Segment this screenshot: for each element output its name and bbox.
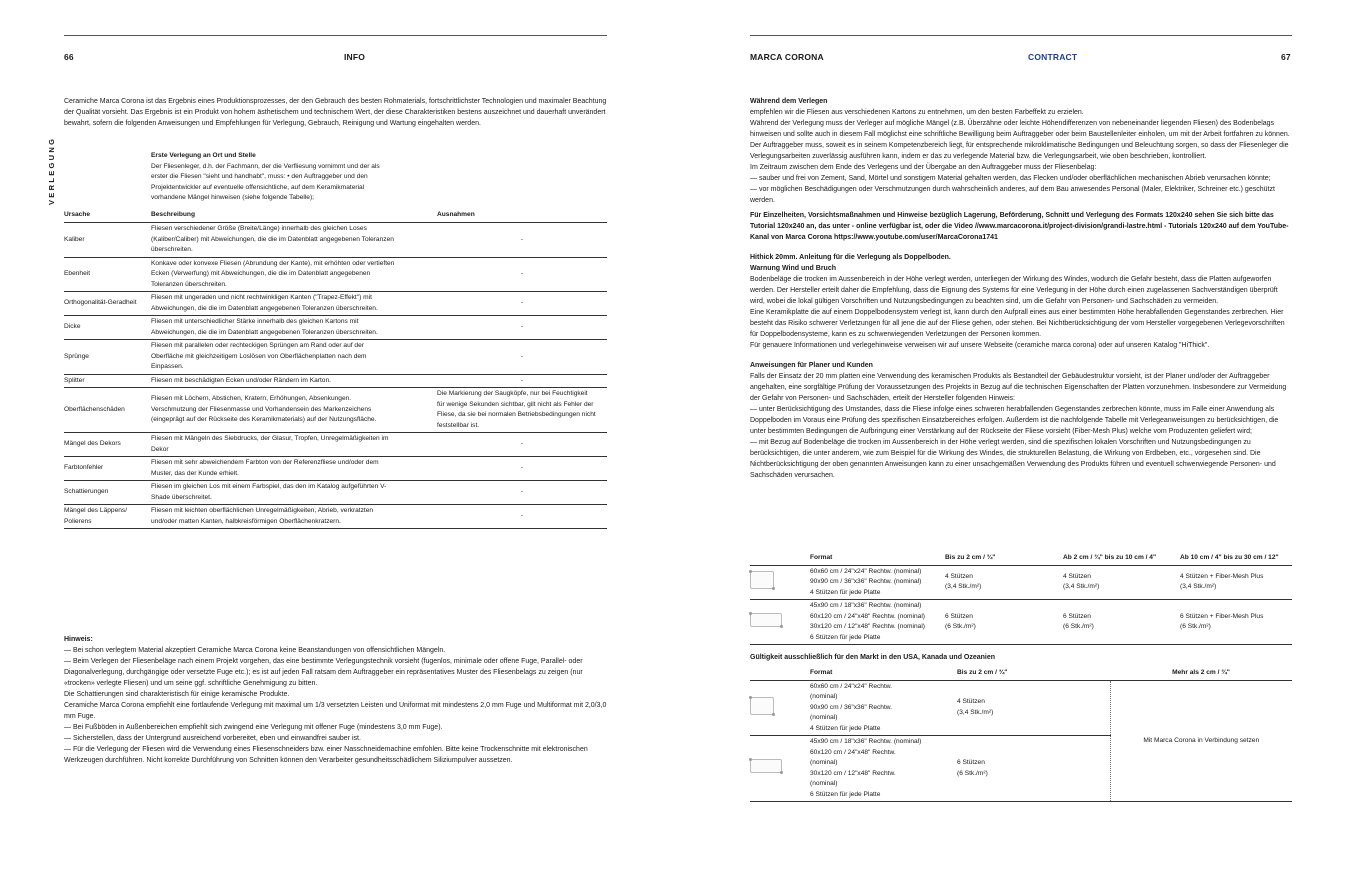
planer-line: — unter Berücksichtigung des Umstandes, dass die Fliese infolge eines schweren herabfallenden Gegenstandes zerbrechen könnte, muss im Falle einer Anwendung als Doppelboden im Voraus eine Prüfung des spezifischen Einsatzbereiches erfolgen. Außerdem ist die nachfolgende Tabelle mit Verlegeanweisungen zu berücksichtigen, die unter bestimmten Bedingungen die Aufbringung einer Verstärkung auf der Rückseite der Fliese vorsieht (Fiber-Mesh Plus) welche vom Produzenten geliefert wird; <box>750 406 1279 435</box>
exception-text: - <box>520 464 524 472</box>
wind-line: Für genauere Informationen und verlegehinweise verweisen wir auf unsere Webseite (ceramiche marca corona) oder auf unseren Katalog "HiThick". <box>750 342 1210 349</box>
first-laying-text: Der Fliesenleger, d.h. der Fachmann, der die Verfliesung vornimmt und der als erster die Fliesen "sieht und handhabt", muss: • den Auftraggeber und den Projektentwickler auf eventuelle offensichtliche, auf dem Keramikmaterial vorhandene Mängel hinweisen (siehe folgende Tabelle); <box>151 162 380 201</box>
table-header <box>64 208 607 223</box>
format-cell <box>810 680 957 736</box>
exception-cell <box>437 223 607 258</box>
supports-density: (6 Stk./m²) <box>957 769 988 777</box>
format-cell <box>810 600 945 645</box>
supports-count: 4 Stützen + Fiber-Mesh Plus <box>1180 572 1264 580</box>
planer-title: Anweisungen für Planer und Kunden <box>750 362 873 369</box>
supports-density: (3,4 Stk./m²) <box>945 583 982 591</box>
format-line: 60x60 cm / 24"x24" Rechtw. (nominal) <box>810 567 922 575</box>
table-row <box>64 505 607 529</box>
format-line: 4 Stützen für jede Platte <box>810 588 881 596</box>
description-text: Fliesen mit unterschiedlicher Stärke innerhalb des gleichen Kartons mit Abweichungen, die die im Datenblatt angegebenen Toleranzen überschreiten. <box>151 318 378 336</box>
exception-text: - <box>520 376 524 384</box>
exception-text: - <box>520 440 524 448</box>
header-2-to-10cm: Ab 2 cm / ¾" bis zu 10 cm / 4" <box>1063 552 1180 565</box>
during-line: empfehlen wir die Fliesen aus verschiedenen Kartons zu entnehmen, um den besten Farbeffekt zu erzielen. <box>750 109 1084 116</box>
during-line: Im Zeitraum zwischen dem Ende des Verlegens und der Übergabe an den Auftraggeber muss der Fliesenbelag: <box>750 164 1097 171</box>
supports-count: 6 Stützen <box>957 759 985 766</box>
format-line: 90x90 cm / 36"x36" Rechtw. (nominal) <box>810 578 922 585</box>
first-laying-title: Erste Verlegung an Ort und Stelle <box>151 152 256 159</box>
icon-cell <box>750 565 810 600</box>
note-line: — Bei Fußböden in Außenbereichen empfiehlt sich zwingend eine Verlegung mit offener Fuge (mindestens 3,0 mm Fuge). <box>64 724 443 731</box>
cause-cell: Ebenheit <box>64 257 151 292</box>
table-header <box>750 667 1292 680</box>
supports-density: (6 Stk./m²) <box>945 623 976 630</box>
format-line: 60x120 cm / 24"x48" Rechtw. (nominal) <box>810 612 925 620</box>
description-cell <box>151 457 437 481</box>
supports-count: 6 Stützen + Fiber-Mesh Plus <box>1180 612 1264 620</box>
exception-cell <box>437 316 607 340</box>
format-line: (nominal) <box>810 759 838 766</box>
table-row <box>64 316 607 340</box>
intro-text: Ceramiche Marca Corona ist das Ergebnis eines Produktionsprozesses, der den Gebrauch des besten Rohmaterials, fortschrittlichster Technologien und maximaler Beachtung der Qualität vorsieht. Das Ergebnis ist ein Produkt von hohem ästhetischem und technischem Wert, der diese Charakteristiken bestens auszeichnet und dauerhaft unverändert bewahrt, sofern die folgenden Anweisungen und Empfehlungen für Verlegung, Gebrauch, Reinigung und Wartung eingehalten werden. <box>64 98 607 127</box>
description-text: Fliesen mit Mängeln des Siebdrucks, der Glasur, Tropfen, Unregelmäßigkeiten im Dekor <box>151 435 389 453</box>
format-line: 90x90 cm / 36"x36" Rechtw. <box>810 703 893 711</box>
table-row <box>64 457 607 481</box>
vertical-section-label: VERLEGUNG <box>47 136 56 205</box>
format-cell <box>810 736 957 802</box>
description-cell <box>151 316 437 340</box>
supports-count: 4 Stützen <box>945 572 973 580</box>
exception-cell <box>437 257 607 292</box>
during-title: Während dem Verlegen <box>750 98 828 105</box>
details-note: Für Einzelheiten, Vorsichtsmaßnahmen und Hinweise bezüglich Lagerung, Beförderung, Schnitt und Verlegung des Formats 120x240 sehen Sie sich bitte das Tutorial 120x240 an, das unter - online verfügbar ist, oder die Video //www.marcacorona.it/project-division/grandi-lastre.html - Tutorials 120x240 auf dem YouTube-Kanal von Marca Corona https://www.youtube.com/user/MarcaCorona1741 <box>750 212 1289 241</box>
cause-cell: Oberflächenschäden <box>64 388 151 433</box>
format-line: (nominal) <box>810 693 838 700</box>
format-line: (nominal) <box>810 714 838 721</box>
icon-cell <box>750 600 810 645</box>
exception-cell <box>437 457 607 481</box>
supports-count: 4 Stützen <box>957 698 985 706</box>
section-title: INFO <box>344 52 366 62</box>
description-cell <box>151 340 437 375</box>
note-line: Die Schattierungen sind charakteristisch für einige keramische Produkte. <box>64 691 290 698</box>
note-line: — Bei schon verlegtem Material akzeptiert Ceramiche Marca Corona keine Beanstandungen von offensichtlichen Mängeln. <box>64 647 446 654</box>
supports-cell <box>957 736 1110 802</box>
exception-cell <box>437 505 607 529</box>
header-10-to-30cm: Ab 10 cm / 4" bis zu 30 cm / 12" <box>1180 552 1292 565</box>
supports-density: (6 Stk./m²) <box>1180 623 1211 630</box>
planer-line: Falls der Einsatz der 20 mm platten eine Verwendung des keramischen Produkts als Bestandteil der Gebäudestruktur vorsieht, ist der Planer und/oder der Auftraggeber angehalten, eine sorgfältige Prüfung der Voraussetzungen des Projekts in Bezug auf die technischen Eigenschaften der Platten vorzunehmen. Insbesondere zur Vermeidung der Gefahr von Personen- und Sachschäden, erteilt der Hersteller folgenden Hinweis: <box>750 373 1287 402</box>
cause-cell: Farbtonfehler <box>64 457 151 481</box>
table-header <box>750 552 1292 565</box>
hithick-title: Hithick 20mm. Anleitung für die Verlegung als Doppelboden. <box>750 254 951 261</box>
note-line: — Beim Verlegen der Fliesenbeläge nach einem Projekt vorgehen, das eine bestimmte Verlegungstechnik vorsieht (fugenlos, minimale oder offene Fuge, Parallel- oder Diagonalverlegung, durchgängige oder versetzte Fuge etc.); es ist auf jeden Fall ratsam dem Auftraggeber ein repräsentatives Muster des Fliesenbelags zu zeigen (nur «trocken» verlegte Fliesen) und um seine ggf. schriftliche Genehmigung zu bitten. <box>64 658 583 687</box>
description-cell <box>151 292 437 316</box>
square-tile-icon <box>750 571 774 589</box>
description-cell <box>151 433 437 457</box>
format-line: 4 Stützen für jede Platte <box>810 724 881 732</box>
supports-cell <box>945 600 1063 645</box>
supports-count: 6 Stützen <box>1063 612 1091 620</box>
supports-cell <box>1063 565 1180 600</box>
planer-line: — mit Bezug auf Bodenbeläge die trocken im Aussenbereich in der Höhe verlegt werden, sind die spezifischen lokalen Vorschriften und Nutzungsbedingungen zu berücksichtigen, die unter anderem, wie zum Beispiel für die Wirkung des Windes, die strukturellen Belastung, die Wirkung von Erdbeben, etc., vorgesehen sind. Die Nichtberücksichtigung der oben genannten Anweisungen kann zu einer unsachgemäßen Verwendung des Produkts führen und eventuell schwerwiegende Personen- und Sachschäden verursachen. <box>750 439 1276 479</box>
supports-density: (3,4 Stk./m²) <box>957 708 994 716</box>
table-row <box>64 257 607 292</box>
exception-text: - <box>520 299 524 307</box>
table-row <box>64 388 607 433</box>
table-row <box>64 223 607 258</box>
during-line: Während der Verlegung muss der Verleger auf mögliche Mängel (z.B. Überzähne oder leichte Höhendifferenzen von nebeneinander liegenden Fliesen) des Bodenbelags hinweisen und sollte auch in diesem Fall möglichst eine schriftliche Bewilligung beim Auftraggeber oder beim Baustellenleiter einholen, um mit der Arbeit fortfahren zu können. <box>750 120 1290 138</box>
supports-count: 6 Stützen <box>945 612 973 620</box>
table-row <box>64 374 607 388</box>
format-cell <box>810 565 945 600</box>
table-row <box>750 565 1292 600</box>
header-cause: Ursache <box>64 208 151 223</box>
square-tile-icon <box>750 697 774 715</box>
cause-cell: Orthogonalität-Geradheit <box>64 292 151 316</box>
note-title: Hinweis: <box>64 636 93 643</box>
cause-cell: Splitter <box>64 374 151 388</box>
description-cell <box>151 223 437 258</box>
note-line: Ceramiche Marca Corona empfiehlt eine fortlaufende Verlegung mit maximal um 1/3 versetzten Leisten und Uniformat mit mindestens 2,0 mm Fuge und Multiformat mit 2,0/3,0 mm Fuge. <box>64 702 607 720</box>
during-line: — sauber und frei von Zement, Sand, Mörtel und sonstigem Material gehalten werden, das Flecken und/oder oberflächlichen mechanischen Abrieb verursachen könnte; <box>750 175 1271 182</box>
description-cell <box>151 505 437 529</box>
table-row <box>64 340 607 375</box>
note-block <box>64 634 607 766</box>
table-row <box>64 481 607 505</box>
supports-cell <box>1180 600 1292 645</box>
exception-text: Die Markierung der Saugköpfe, nur bei Feuchtigkeit für wenige Sekunden sichtbar, gilt nicht als Fehler der Fliese, da sie bei normalen Betriebsbedingungen nicht feststellbar ist. <box>437 390 596 429</box>
description-cell <box>151 257 437 292</box>
exception-text: - <box>520 270 524 277</box>
wind-line: Eine Keramikplatte die auf einem Doppelbodensystem verlegt ist, kann durch den Aufprall eines aus einer bestimmten Höhe herabfallenden Gegenstandes zerbrechen. Hier besteht das Risiko schwerer Verletzungen für all jene die auf der Fliese gehen, oder stehen. Bei Nichtberücksichtigung der vom Hersteller vorgegebenen Verlegevorschriften für Doppelbodensysteme, kann es zu schwerwiegenden Verletzungen der Personen kommen. <box>750 309 1285 338</box>
cause-cell: Sprünge <box>64 340 151 375</box>
description-text: Fliesen im gleichen Los mit einem Farbspiel, das den im Katalog aufgeführten V-Shade überschreitet. <box>151 483 387 501</box>
supports-table <box>750 552 1292 645</box>
description-cell <box>151 388 437 433</box>
format-line: 45x90 cm / 18"x36" Rechtw. (nominal) <box>810 602 922 609</box>
description-text: Fliesen mit parallelen oder rechteckigen Sprüngen am Rand oder auf der Oberfläche mit gleichzeitigem Loslösen von Oberflächenplatten nach dem Einpassen. <box>151 342 367 370</box>
table-row <box>64 292 607 316</box>
supports-count: 4 Stützen <box>1063 572 1091 580</box>
description-text: Fliesen mit sehr abweichendem Farbton von der Referenzfliese und/oder dem Muster, das der Kunde erhielt. <box>151 459 379 477</box>
header-up-to-2cm: Bis zu 2 cm / ¾" <box>957 667 1110 680</box>
exception-cell <box>437 292 607 316</box>
header-format: Format <box>810 552 945 565</box>
brand-name: MARCA CORONA <box>750 52 824 62</box>
supports-density: (3,4 Stk./m²) <box>1063 583 1100 591</box>
cause-cell: Mängel des Läppens/ Polierens <box>64 505 151 529</box>
note-line: — Für die Verlegung der Fliesen wird die Verwendung eines Fliesenschneiders bzw. einer Nasschneidemachine emfohlen. Bitte keine Trockenschnitte mit elektronischen Werkzeugen durchführen. Nicht korrekte Durchführung von Schnitten können den Verarbeiter gesundheitsschädlichem Siliziumpulver aussetzen. <box>64 746 588 764</box>
icon-cell <box>750 736 810 802</box>
description-text: Fliesen mit leichten oberflächlichen Unregelmäßigkeiten, Abrieb, verkratzten und/oder matten Kanten, halbkreisförmigen Oberflächenkratzern. <box>151 507 374 525</box>
supports-cell <box>945 565 1063 600</box>
section-title: CONTRACT <box>1028 52 1078 62</box>
exception-cell <box>437 433 607 457</box>
description-cell <box>151 374 437 388</box>
icon-cell <box>750 680 810 736</box>
supports-cell <box>957 680 1110 736</box>
wind-line: Bodenbeläge die trocken im Aussenbereich in der Höhe verlegt werden, unterliegen der Wirkung des Windes, wodurch die Gefahr besteht, dass die Platten aufgeworfen werden. Der Hersteller erteilt daher die Empfehlung, dass die Eignung des Systems für eine Verlegung in der Höhe durch einen zugelassenen Sachverständigen überprüft wird, wobei die lokal gültigen Vorschriften und Nutzungsbedingungen zu beachten sind, um die Gefahr von Personen- und Sachschäden zu vermeiden. <box>750 276 1278 305</box>
note-line: — Sicherstellen, dass der Untergrund ausreichend vorbereitet, eben und einwandfrei sauber ist. <box>64 735 361 742</box>
format-line: 60x60 cm / 24"x24" Rechtw. <box>810 682 893 690</box>
during-line: Der Auftraggeber muss, soweit es in seinem Kompetenzbereich liegt, für entsprechende mikroklimatische Bedingungen und Beleuchtung sorgen, so dass der Fliesenleger die Verlegungsarbeiten zuverlässig ausführen kann, indem er das zu verlegende Material bzw. die Verlegungsarbeit, wie oben beschrieben, kontrolliert. <box>750 142 1289 160</box>
laying-instructions <box>750 96 1292 481</box>
table-row <box>64 433 607 457</box>
header-exceptions: Ausnahmen <box>437 208 607 223</box>
format-line: 6 Stützen für jede Platte <box>810 633 881 641</box>
exception-text: - <box>520 323 524 331</box>
supports-cell <box>1063 600 1180 645</box>
format-line: 6 Stützen für jede Platte <box>810 790 881 798</box>
supports-density: (3,4 Stk./m²) <box>1180 583 1217 591</box>
page-number: 67 <box>1281 52 1291 62</box>
usa-supports-table <box>750 667 1292 802</box>
rect-tile-icon <box>750 613 782 627</box>
format-line: 60x120 cm / 24"x48" Rechtw. <box>810 748 896 756</box>
top-rule <box>750 35 1292 36</box>
description-text: Fliesen mit Löchern, Abstichen, Kratern, Erhöhungen, Absenkungen. Verschmutzung der Fliesenmasse und Vorhandensein des Markenzeichens (eingeprägt auf der Rückseite des Keramikmaterials) auf der Nutzungsfläche. <box>151 395 377 424</box>
format-line: (nominal) <box>810 780 838 787</box>
header-description: Beschreibung <box>151 208 437 223</box>
description-text: Fliesen verschiedener Größe (Breite/Länge) innerhalb des gleichen Loses (Kaliber/Caliber) mit Abweichungen, die die im Datenblatt angegebenen Toleranzen überschreiten. <box>151 225 394 253</box>
right-page <box>678 0 1356 881</box>
header-up-to-2cm: Bis zu 2 cm / ¾" <box>945 552 1063 565</box>
top-rule <box>64 35 607 36</box>
exception-cell <box>437 481 607 505</box>
format-line: 30x120 cm / 12"x48" Rechtw. <box>810 769 896 777</box>
cause-cell: Dicke <box>64 316 151 340</box>
exception-cell <box>437 388 607 433</box>
cause-cell: Schattierungen <box>64 481 151 505</box>
format-line: 45x90 cm / 18"x36" Rechtw. (nominal) <box>810 738 922 745</box>
description-text: Fliesen mit ungeraden und nicht rechtwinkligen Kanten ("Trapez-Effekt") mit Abweichungen, die die im Datenblatt angegebenen Toleranzen überschreiten. <box>151 294 378 312</box>
during-line: — vor möglichen Beschädigungen oder Verschmutzungen durch wahrscheinlich anderes, auf dem Bau anwesendes Personal (Maler, Elektriker, Schreiner etc.) geschützt werden. <box>750 186 1275 204</box>
format-line: 30x120 cm / 12"x48" Rechtw. (nominal) <box>810 623 925 630</box>
page-number: 66 <box>64 52 74 62</box>
rect-tile-icon <box>750 759 782 773</box>
cause-cell: Kaliber <box>64 223 151 258</box>
exception-text: - <box>520 512 524 520</box>
exception-cell <box>437 340 607 375</box>
usa-validity-title: Gültigkeit ausschließlich für den Markt in den USA, Kanada und Ozeanien <box>750 654 996 661</box>
header-over-2cm: Mehr als 2 cm / ¾" <box>1110 667 1292 680</box>
supports-density: (6 Stk./m²) <box>1063 623 1094 630</box>
exception-text: - <box>520 488 524 496</box>
merged-contact-cell: Mit Marca Corona in Verbindung setzen <box>1110 680 1292 802</box>
description-text: Konkave oder konvexe Fliesen (Abrundung der Kante), mit erhöhten oder vertieften Ecken (Verwerfung) mit Abweichungen, die die im Datenblatt angegebenen Toleranzen überschreiten. <box>151 259 395 288</box>
supports-cell <box>1180 565 1292 600</box>
exception-text: - <box>520 235 524 243</box>
exception-cell <box>437 374 607 388</box>
exception-text: - <box>520 352 524 360</box>
wind-title: Warnung Wind und Bruch <box>750 265 836 272</box>
cause-cell: Mängel des Dekors <box>64 433 151 457</box>
table-row <box>750 680 1292 736</box>
defects-table <box>64 150 607 529</box>
header-format: Format <box>810 667 957 680</box>
description-text: Fliesen mit beschädigten Ecken und/oder Rändern im Karton. <box>151 376 331 384</box>
table-row <box>750 600 1292 645</box>
description-cell <box>151 481 437 505</box>
